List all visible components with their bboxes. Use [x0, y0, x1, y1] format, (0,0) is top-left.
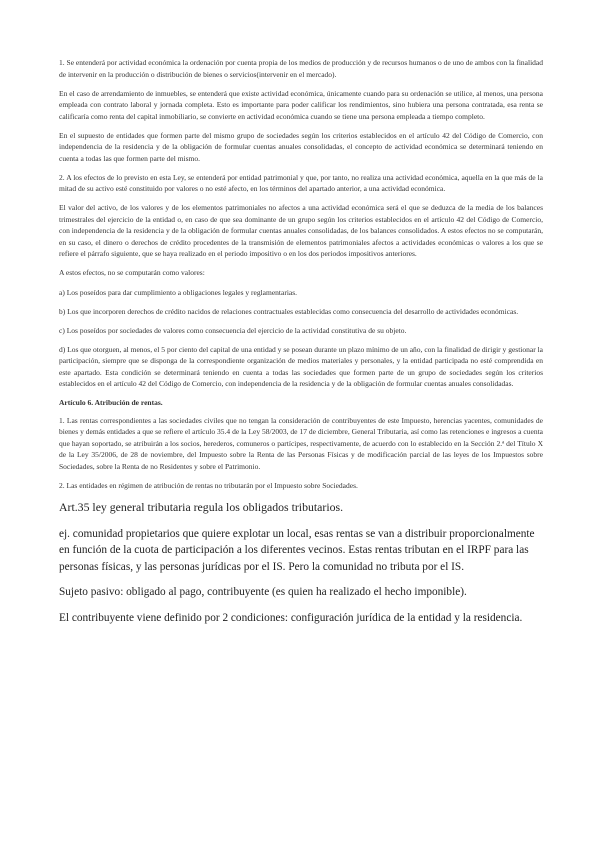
note-example-community: ej. comunidad propietarios que quiere explotar un local, esas rentas se van a distribuir proporcionalmente en función de la cuota de participación a los diferentes vecinos. Estas rentas tributan en el IRPF para las personas físicas, y las personas jurídicas por el IS. Pero la comunidad no tributa por el IS.	[59, 527, 535, 573]
paragraph-group-entities: En el supuesto de entidades que formen parte del mismo grupo de sociedades según los criterios establecidos en el artículo 42 del Código de Comercio, con independencia de la residencia y de la obligación de formular cuentas anuales consolidadas, el concepto de actividad económica se determinará teniendo en cuenta a todas las que formen parte del mismo.	[59, 130, 543, 163]
note-contribuyente-conditions: El contribuyente viene definido por 2 condiciones: configuración jurídica de la entidad y la residencia.	[59, 611, 523, 624]
paragraph-economic-activity-definition: 1. Se entenderá por actividad económica la ordenación por cuenta propia de los medios de producción y de recursos humanos o de uno de ambos con la finalidad de intervenir en la producción o distribución de bienes o servicios(intervenir en el mercado).	[59, 58, 543, 79]
article-6-heading: Artículo 6. Atribución de rentas.	[59, 398, 163, 408]
list-item-b: b) Los que incorporen derechos de crédito nacidos de relaciones contractuales establecidas como consecuencia del desarrollo de actividades económicas.	[59, 306, 519, 316]
paragraph-not-computed-intro: A estos efectos, no se computarán como valores:	[59, 268, 205, 278]
list-item-d: d) Los que otorguen, al menos, el 5 por ciento del capital de una entidad y se posean durante un plazo mínimo de un año, con la finalidad de dirigir y gestionar la participación, siempre que se disponga de la correspondiente organización de medios materiales y personales, y la entidad participada no esté comprendida en este apartado. Esta condición se determinará teniendo en cuenta a todas las sociedades que formen parte de un grupo de sociedades según los criterios establecidos en el artículo 42 del Código de Comercio, con independencia de la residencia y de la obligación de formular cuentas anuales consolidadas.	[59, 344, 543, 389]
document-page	[59, 57, 543, 635]
paragraph-asset-value: El valor del activo, de los valores y de los elementos patrimoniales no afectos a una actividad económica será el que se deduzca de la media de los balances trimestrales del ejercicio de la entidad o, en caso de que sea dominante de un grupo según los criterios establecidos en el artículo 42 del Código de Comercio, con independencia de la residencia y de la obligación de formular cuentas anuales consolidadas, de los balances consolidados. A estos efectos no se computarán, en su caso, el dinero o derechos de crédito procedentes de la transmisión de elementos patrimoniales afectos a actividades económicas o valores a los que se refiere el párrafo siguiente, que se haya realizado en el periodo impositivo o en los dos periodos impositivos anteriores.	[59, 203, 543, 259]
article-6-paragraph-2: 2. Las entidades en régimen de atribución de rentas no tributarán por el Impuesto sobre Sociedades.	[59, 481, 358, 491]
list-item-a: a) Los poseídos para dar cumplimiento a obligaciones legales y reglamentarias.	[59, 287, 298, 297]
list-item-c: c) Los poseídos por sociedades de valores como consecuencia del ejercicio de la actividad constitutiva de su objeto.	[59, 325, 407, 335]
note-sujeto-pasivo: Sujeto pasivo: obligado al pago, contribuyente (es quien ha realizado el hecho imponible).	[59, 586, 467, 599]
paragraph-patrimonial-entity: 2. A los efectos de lo previsto en esta Ley, se entenderá por entidad patrimonial y que, por tanto, no realiza una actividad económica, aquella en la que más de la mitad de su activo esté constituido por valores o no esté afecto, en los términos del apartado anterior, a una actividad económica.	[59, 172, 543, 194]
note-art-35: Art.35 ley general tributaria regula los obligados tributarios.	[59, 500, 344, 515]
article-6-paragraph-1: 1. Las rentas correspondientes a las sociedades civiles que no tengan la consideración de contribuyentes de este Impuesto, herencias yacentes, comunidades de bienes y demás entidades a que se refiere el artículo 35.4 de la Ley 58/2003, de 17 de diciembre, General Tributaria, así como las retenciones e ingresos a cuenta que hayan soportado, se atribuirán a los socios, herederos, comuneros o partícipes, respectivamente, de acuerdo con lo establecido en la Sección 2.ª del Título X de la Ley 35/2006, de 28 de noviembre, del Impuesto sobre la Renta de las Personas Físicas y de modificación parcial de las leyes de los Impuestos sobre Sociedades, sobre la Renta de no Residentes y sobre el Patrimonio.	[59, 415, 543, 471]
paragraph-property-leasing: En el caso de arrendamiento de inmuebles, se entenderá que existe actividad económica, únicamente cuando para su ordenación se utilice, al menos, una persona empleada con contrato laboral y jornada completa. Esto es importante para poder calificar los rendimientos, sino hubiera una persona contratada, esa renta se calificaría como renta del capital inmobiliario, se convierte en actividad económica cuando se tiene una persona empleada a tiempo completo.	[59, 88, 543, 121]
